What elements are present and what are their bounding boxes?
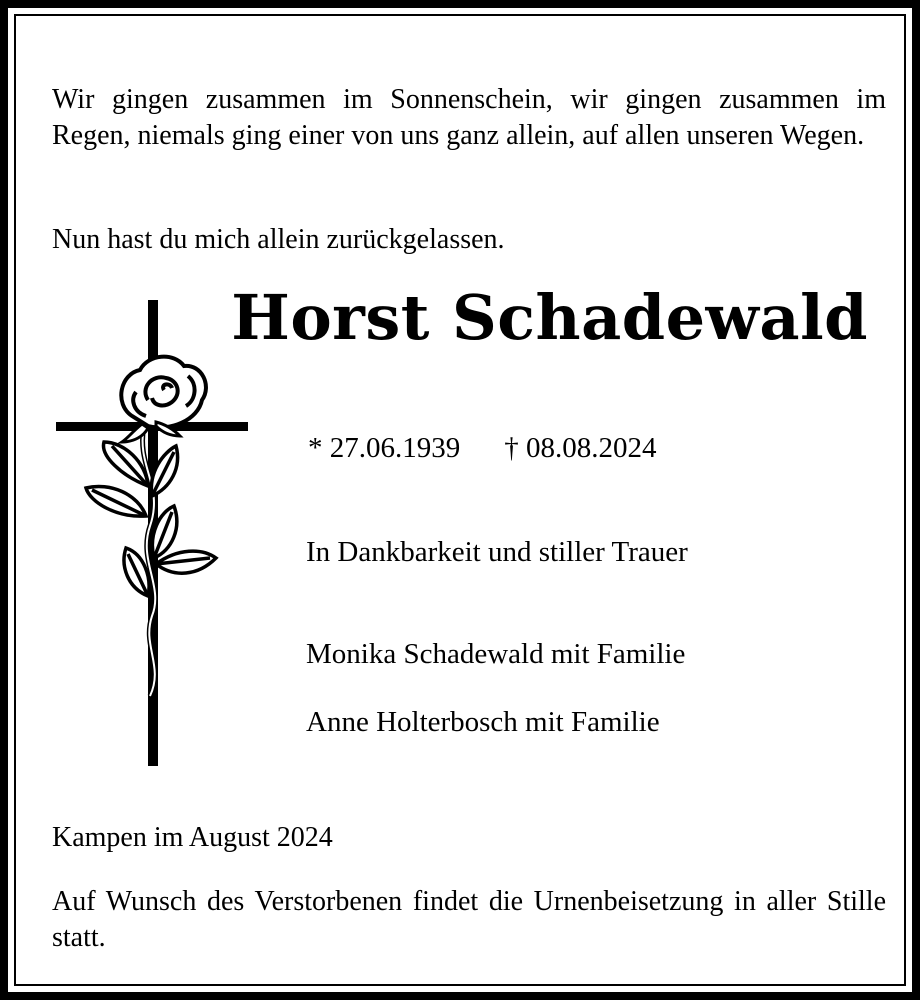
place-and-date: Kampen im August 2024 [52, 822, 333, 853]
poem-line: Nun hast du mich allein zurückgelassen. [52, 224, 505, 255]
birth-date: * 27.06.1939 [308, 432, 461, 464]
death-date: † 08.08.2024 [504, 432, 657, 464]
mourner-name: Anne Holterbosch mit Familie [306, 706, 660, 738]
poem-paragraph: Wir gingen zusammen im Sonnenschein, wir gingen zusammen im Regen, niemals ging einer von uns ganz allein, auf allen unseren Wegen. [52, 84, 886, 151]
mourner-name: Monika Schadewald mit Familie [306, 638, 686, 670]
mourning-intro: In Dankbarkeit und stiller Trauer [306, 536, 688, 568]
cross-with-rose-icon [52, 296, 252, 776]
deceased-name: Horst Schadewald [231, 281, 868, 354]
burial-note: Auf Wunsch des Verstorbenen findet die Urnenbeisetzung in aller Stille statt. [52, 886, 886, 953]
life-dates [308, 428, 657, 468]
